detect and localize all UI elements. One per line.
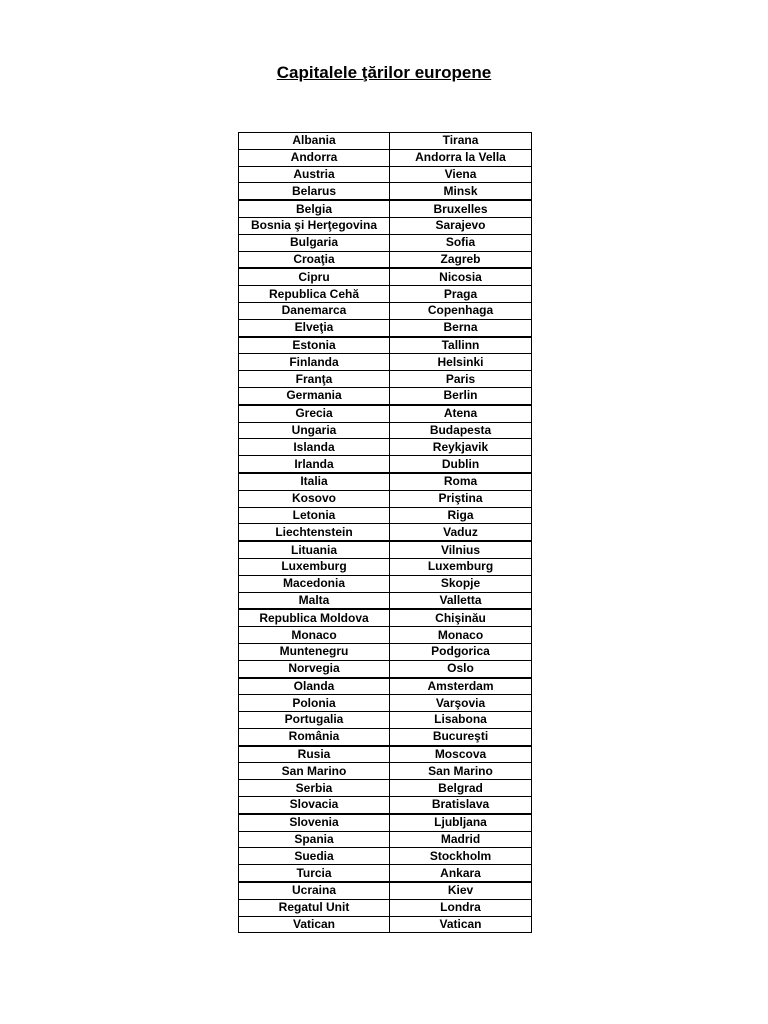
table-row xyxy=(239,524,532,541)
table-row xyxy=(239,797,532,814)
table-row xyxy=(239,456,532,473)
country-cell: Luxemburg xyxy=(239,558,390,575)
capital-cell: Bucureşti xyxy=(390,728,532,745)
capital-cell: Kiev xyxy=(390,882,532,899)
capital-cell: Sarajevo xyxy=(390,217,532,234)
table-row xyxy=(239,286,532,303)
capital-cell: Roma xyxy=(390,473,532,490)
table-row xyxy=(239,848,532,865)
table-row xyxy=(239,439,532,456)
capital-cell: Praga xyxy=(390,286,532,303)
country-cell: Ucraina xyxy=(239,882,390,899)
table-row xyxy=(239,780,532,797)
capital-cell: Lisabona xyxy=(390,712,532,729)
country-cell: Rusia xyxy=(239,746,390,763)
table-row xyxy=(239,695,532,712)
table-row xyxy=(239,831,532,848)
capital-cell: Oslo xyxy=(390,660,532,677)
country-cell: Elveţia xyxy=(239,319,390,336)
capital-cell: Monaco xyxy=(390,627,532,644)
capital-cell: Priştina xyxy=(390,490,532,507)
page-title: Capitalele ţărilor europene xyxy=(276,63,492,82)
capital-cell: Amsterdam xyxy=(390,678,532,695)
country-cell: Bosnia şi Herţegovina xyxy=(239,217,390,234)
capital-cell: Belgrad xyxy=(390,780,532,797)
table-row xyxy=(239,302,532,319)
country-cell: Belarus xyxy=(239,183,390,200)
country-cell: Danemarca xyxy=(239,302,390,319)
country-cell: San Marino xyxy=(239,763,390,780)
capital-cell: Dublin xyxy=(390,456,532,473)
table-row xyxy=(239,865,532,882)
country-cell: Estonia xyxy=(239,337,390,354)
capital-cell: Moscova xyxy=(390,746,532,763)
table-row xyxy=(239,746,532,763)
capital-cell: Tallinn xyxy=(390,337,532,354)
table-row xyxy=(239,234,532,251)
capital-cell: Bratislava xyxy=(390,797,532,814)
country-cell: Serbia xyxy=(239,780,390,797)
capital-cell: Berna xyxy=(390,319,532,336)
country-cell: Croaţia xyxy=(239,251,390,268)
table-row xyxy=(239,354,532,371)
country-cell: Norvegia xyxy=(239,660,390,677)
table-row xyxy=(239,728,532,745)
country-cell: Monaco xyxy=(239,627,390,644)
table-row xyxy=(239,660,532,677)
capital-cell: Vatican xyxy=(390,916,532,933)
country-cell: Lituania xyxy=(239,541,390,558)
country-cell: Malta xyxy=(239,592,390,609)
capital-cell: Atena xyxy=(390,405,532,422)
country-cell: Regatul Unit xyxy=(239,899,390,916)
table-row xyxy=(239,387,532,404)
table-row xyxy=(239,609,532,626)
country-cell: Slovenia xyxy=(239,814,390,831)
country-cell: Ungaria xyxy=(239,422,390,439)
table-row xyxy=(239,166,532,183)
table-row xyxy=(239,133,532,150)
table-row xyxy=(239,899,532,916)
table-row xyxy=(239,507,532,524)
capitals-table xyxy=(238,132,532,933)
country-cell: Franţa xyxy=(239,371,390,388)
country-cell: Letonia xyxy=(239,507,390,524)
table-row xyxy=(239,882,532,899)
capital-cell: Zagreb xyxy=(390,251,532,268)
country-cell: România xyxy=(239,728,390,745)
country-cell: Irlanda xyxy=(239,456,390,473)
table-row xyxy=(239,712,532,729)
capital-cell: Minsk xyxy=(390,183,532,200)
country-cell: Bulgaria xyxy=(239,234,390,251)
table-row xyxy=(239,405,532,422)
country-cell: Olanda xyxy=(239,678,390,695)
country-cell: Spania xyxy=(239,831,390,848)
capital-cell: Andorra la Vella xyxy=(390,149,532,166)
country-cell: Republica Cehă xyxy=(239,286,390,303)
table-row xyxy=(239,319,532,336)
capitals-table-body xyxy=(239,133,532,933)
country-cell: Kosovo xyxy=(239,490,390,507)
country-cell: Albania xyxy=(239,133,390,150)
country-cell: Islanda xyxy=(239,439,390,456)
country-cell: Germania xyxy=(239,387,390,404)
country-cell: Vatican xyxy=(239,916,390,933)
capital-cell: Helsinki xyxy=(390,354,532,371)
capital-cell: Budapesta xyxy=(390,422,532,439)
country-cell: Turcia xyxy=(239,865,390,882)
country-cell: Italia xyxy=(239,473,390,490)
capital-cell: Tirana xyxy=(390,133,532,150)
capital-cell: Londra xyxy=(390,899,532,916)
table-row xyxy=(239,814,532,831)
capital-cell: Bruxelles xyxy=(390,200,532,217)
country-cell: Liechtenstein xyxy=(239,524,390,541)
capital-cell: Skopje xyxy=(390,575,532,592)
capital-cell: Ljubljana xyxy=(390,814,532,831)
capital-cell: Berlin xyxy=(390,387,532,404)
country-cell: Muntenegru xyxy=(239,643,390,660)
table-row xyxy=(239,149,532,166)
capital-cell: Nicosia xyxy=(390,268,532,285)
country-cell: Republica Moldova xyxy=(239,609,390,626)
capital-cell: Copenhaga xyxy=(390,302,532,319)
capital-cell: Vaduz xyxy=(390,524,532,541)
table-row xyxy=(239,371,532,388)
capital-cell: Vilnius xyxy=(390,541,532,558)
capital-cell: Riga xyxy=(390,507,532,524)
table-row xyxy=(239,592,532,609)
country-cell: Austria xyxy=(239,166,390,183)
table-row xyxy=(239,473,532,490)
table-row xyxy=(239,217,532,234)
table-row xyxy=(239,627,532,644)
capital-cell: Sofia xyxy=(390,234,532,251)
table-row xyxy=(239,490,532,507)
table-row xyxy=(239,643,532,660)
country-cell: Andorra xyxy=(239,149,390,166)
table-row xyxy=(239,763,532,780)
table-row xyxy=(239,575,532,592)
country-cell: Slovacia xyxy=(239,797,390,814)
country-cell: Portugalia xyxy=(239,712,390,729)
capital-cell: Varşovia xyxy=(390,695,532,712)
capital-cell: Chişinău xyxy=(390,609,532,626)
table-row xyxy=(239,251,532,268)
capital-cell: San Marino xyxy=(390,763,532,780)
capital-cell: Madrid xyxy=(390,831,532,848)
table-row xyxy=(239,541,532,558)
country-cell: Grecia xyxy=(239,405,390,422)
capital-cell: Stockholm xyxy=(390,848,532,865)
table-row xyxy=(239,268,532,285)
table-row xyxy=(239,183,532,200)
capital-cell: Reykjavik xyxy=(390,439,532,456)
table-row xyxy=(239,678,532,695)
capital-cell: Paris xyxy=(390,371,532,388)
country-cell: Macedonia xyxy=(239,575,390,592)
capital-cell: Viena xyxy=(390,166,532,183)
table-row xyxy=(239,422,532,439)
table-row xyxy=(239,200,532,217)
capital-cell: Luxemburg xyxy=(390,558,532,575)
capital-cell: Podgorica xyxy=(390,643,532,660)
country-cell: Finlanda xyxy=(239,354,390,371)
table-row xyxy=(239,337,532,354)
capital-cell: Ankara xyxy=(390,865,532,882)
country-cell: Cipru xyxy=(239,268,390,285)
country-cell: Suedia xyxy=(239,848,390,865)
table-row xyxy=(239,558,532,575)
table-row xyxy=(239,916,532,933)
country-cell: Polonia xyxy=(239,695,390,712)
capital-cell: Valletta xyxy=(390,592,532,609)
country-cell: Belgia xyxy=(239,200,390,217)
